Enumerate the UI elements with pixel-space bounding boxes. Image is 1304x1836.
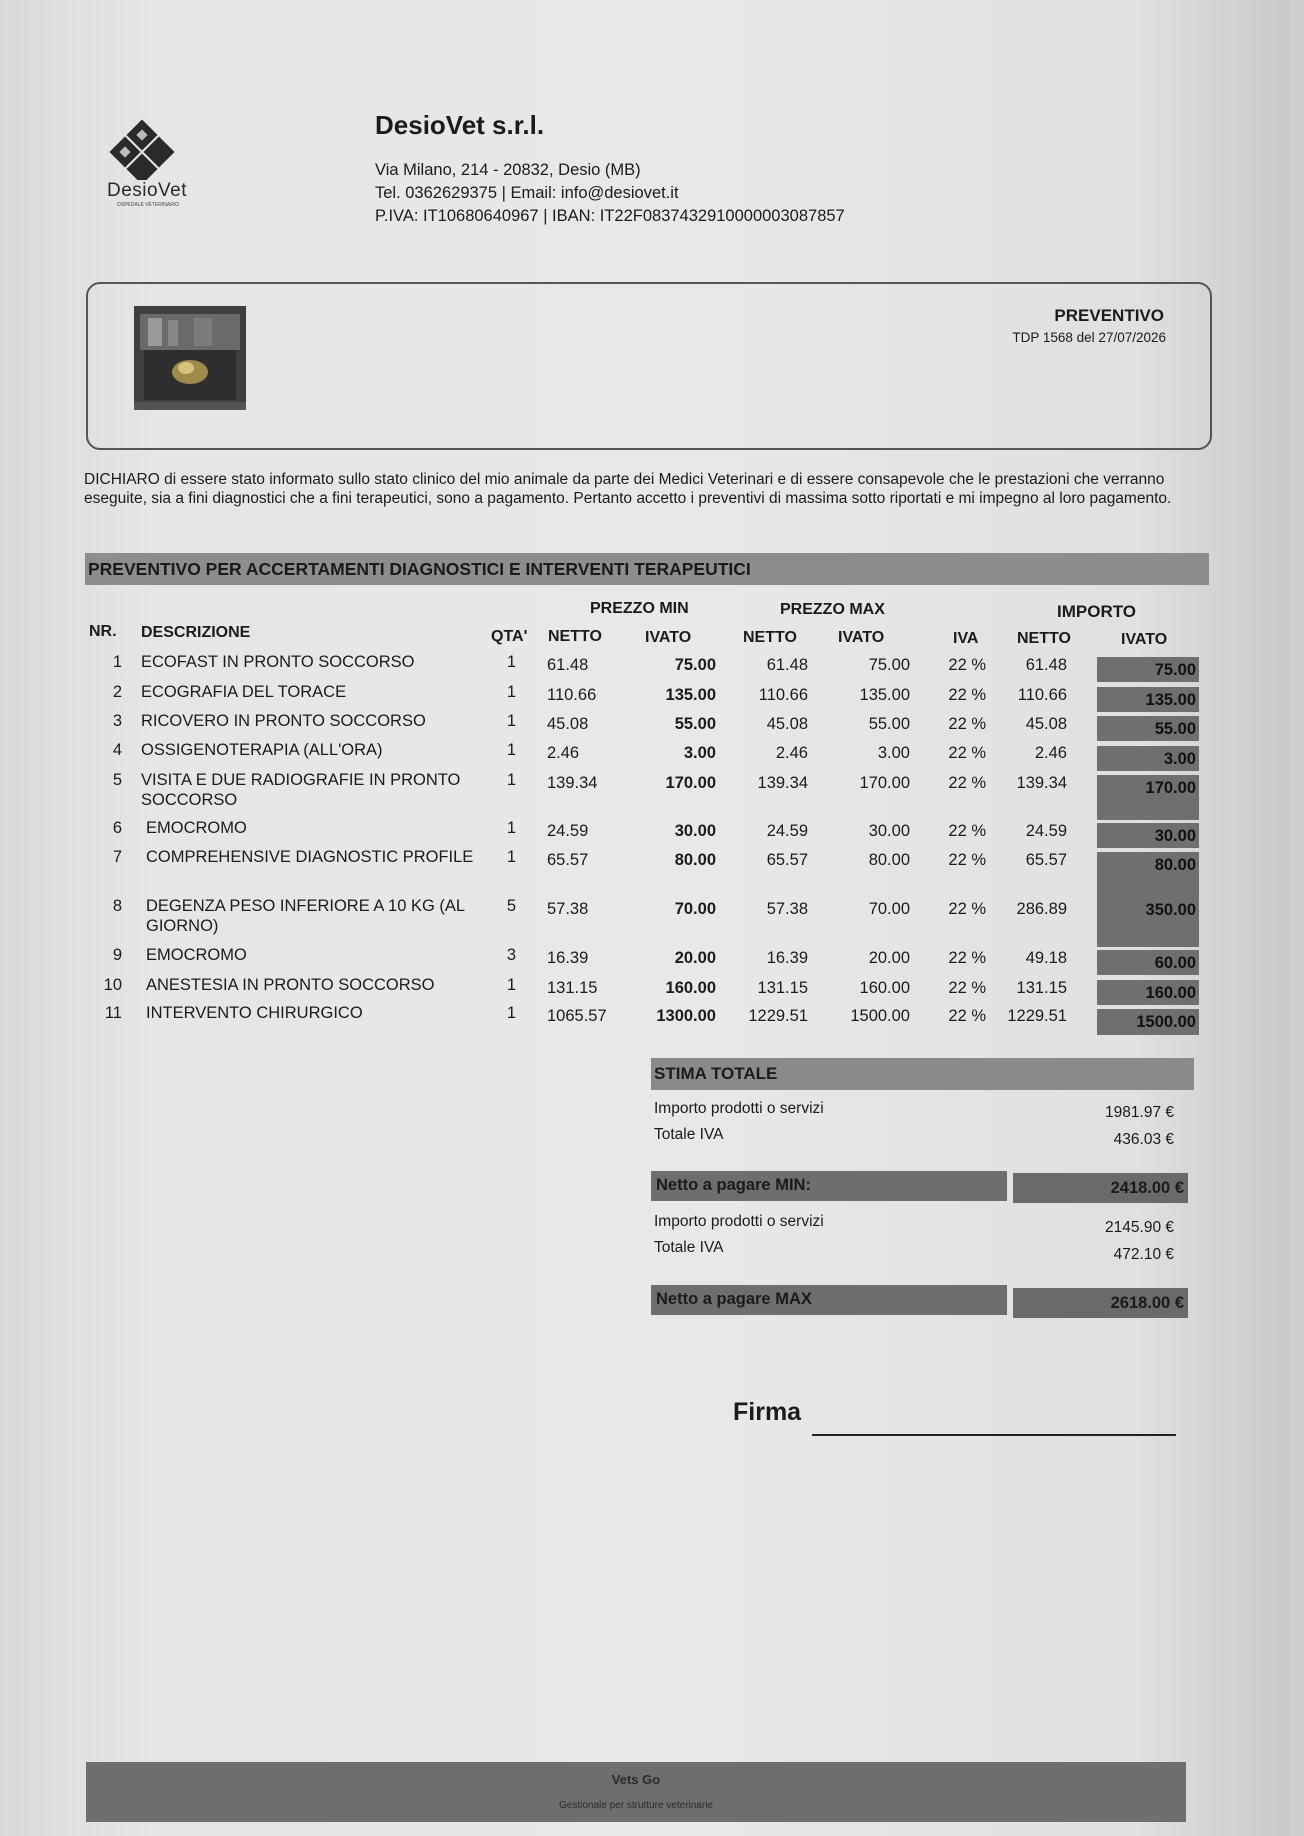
cell-qta: 1 [506,653,516,671]
cell-min-ivato: 20.00 [674,949,716,967]
min-importo-label: Importo prodotti o servizi [654,1100,824,1117]
cell-min-netto: 16.39 [547,949,589,967]
header-imp-ivato: IVATO [1121,631,1168,648]
cell-min-netto: 65.57 [547,851,589,869]
cell-imp-ivato: 75.00 [1097,657,1199,682]
cell-qta: 1 [506,976,516,994]
cell-imp-netto: 65.57 [1025,851,1067,869]
header-descrizione: DESCRIZIONE [141,624,251,641]
document-header-box [86,282,1212,450]
cell-max-ivato: 170.00 [859,774,910,792]
cell-imp-netto: 61.48 [1025,656,1067,674]
cell-nr: 7 [112,848,122,866]
section-title-bar: PREVENTIVO PER ACCERTAMENTI DIAGNOSTICI E INTERVENTI TERAPEUTICI [85,553,1209,585]
cell-iva: 22 % [948,949,986,967]
cell-qta: 1 [506,771,516,789]
header-max-ivato: IVATO [838,629,885,646]
cell-iva: 22 % [948,822,986,840]
cell-max-netto: 57.38 [766,900,808,918]
min-iva-value: 436.03 € [1113,1131,1174,1148]
cell-nr: 6 [112,819,122,837]
cell-max-ivato: 75.00 [868,656,910,674]
patient-photo [134,306,246,410]
cell-imp-netto: 45.08 [1025,715,1067,733]
company-tax-info: P.IVA: IT10680640967 | IBAN: IT22F0837432910000003087857 [375,207,845,225]
cell-imp-ivato: 60.00 [1097,950,1199,975]
cell-nr: 9 [112,946,122,964]
cell-descrizione: RICOVERO IN PRONTO SOCCORSO [141,712,426,730]
cell-descrizione: VISITA E DUE RADIOGRAFIE IN PRONTO SOCCORSO [141,771,461,809]
cell-min-ivato: 75.00 [674,656,716,674]
cell-min-ivato: 80.00 [674,851,716,869]
cell-imp-ivato: 350.00 [1097,897,1199,947]
cell-qta: 3 [506,946,516,964]
max-importo-value: 2145.90 € [1105,1219,1174,1236]
cell-qta: 5 [506,897,516,915]
max-iva-label: Totale IVA [654,1239,724,1256]
cell-qta: 1 [506,741,516,759]
cell-min-ivato: 1300.00 [656,1007,716,1025]
company-logo [92,118,202,218]
cell-max-netto: 131.15 [757,979,808,997]
footer-bar [86,1762,1186,1822]
document-type: PREVENTIVO [1054,306,1164,325]
cell-imp-ivato: 135.00 [1097,687,1199,712]
cell-max-ivato: 55.00 [868,715,910,733]
cell-nr: 8 [112,897,122,915]
cell-descrizione: COMPREHENSIVE DIAGNOSTIC PROFILE [146,848,474,866]
cell-imp-netto: 49.18 [1025,949,1067,967]
group-header-prezzo-min: PREZZO MIN [590,600,689,617]
cell-descrizione: ECOFAST IN PRONTO SOCCORSO [141,653,415,671]
cell-max-ivato: 80.00 [868,851,910,869]
cell-imp-netto: 1229.51 [1007,1007,1067,1025]
cell-max-netto: 65.57 [766,851,808,869]
company-contacts: Tel. 0362629375 | Email: info@desiovet.it [375,184,679,202]
cell-min-netto: 45.08 [547,715,589,733]
cell-iva: 22 % [948,900,986,918]
cell-min-ivato: 135.00 [665,686,716,704]
cell-min-ivato: 3.00 [683,744,716,762]
header-min-netto: NETTO [548,628,602,645]
cell-max-netto: 139.34 [757,774,808,792]
header-min-ivato: IVATO [645,629,692,646]
cell-max-netto: 1229.51 [748,1007,808,1025]
cell-iva: 22 % [948,686,986,704]
cell-min-netto: 1065.57 [547,1007,607,1025]
cell-iva: 22 % [948,715,986,733]
cell-iva: 22 % [948,744,986,762]
cell-max-ivato: 1500.00 [850,1007,910,1025]
min-importo-value: 1981.97 € [1105,1104,1174,1121]
netto-min-label: Netto a pagare MIN: [651,1171,1007,1201]
cell-min-netto: 139.34 [547,774,598,792]
cell-min-netto: 110.66 [547,686,597,704]
group-header-prezzo-max: PREZZO MAX [780,601,885,618]
header-imp-netto: NETTO [1017,630,1071,647]
footer-subtitle: Gestionale per strutture veterinarie [559,1800,713,1811]
cell-min-netto: 61.48 [547,656,589,674]
cell-max-netto: 110.66 [758,686,808,704]
cell-descrizione: ANESTESIA IN PRONTO SOCCORSO [146,976,435,994]
logo-wordmark: DesioVet [106,180,188,201]
cell-min-netto: 57.38 [547,900,589,918]
cell-max-netto: 61.48 [766,656,808,674]
cell-descrizione: INTERVENTO CHIRURGICO [146,1004,363,1022]
cell-max-ivato: 20.00 [868,949,910,967]
cell-imp-netto: 24.59 [1025,822,1067,840]
cell-max-ivato: 160.00 [859,979,910,997]
cell-iva: 22 % [948,774,986,792]
cell-max-ivato: 135.00 [859,686,910,704]
cell-imp-netto: 139.34 [1016,774,1067,792]
netto-max-label: Netto a pagare MAX [651,1285,1007,1315]
cell-qta: 1 [506,1004,516,1022]
cell-max-netto: 2.46 [775,744,808,762]
header-iva: IVA [953,630,979,647]
cell-descrizione: EMOCROMO [146,819,247,837]
cell-max-ivato: 70.00 [868,900,910,918]
cell-nr: 11 [104,1004,122,1022]
cell-imp-ivato: 3.00 [1097,746,1199,771]
company-name: DesioVet s.r.l. [375,110,545,140]
cell-descrizione: DEGENZA PESO INFERIORE A 10 KG (AL GIORNO) [146,897,465,935]
cell-imp-ivato: 30.00 [1097,823,1199,848]
cell-max-netto: 24.59 [766,822,808,840]
cell-min-netto: 24.59 [547,822,589,840]
diamond-logo-icon [92,118,202,180]
cell-descrizione: OSSIGENOTERAPIA (ALL'ORA) [141,741,383,759]
cell-max-netto: 16.39 [766,949,808,967]
cell-min-netto: 2.46 [547,744,580,762]
group-header-importo: IMPORTO [1057,602,1137,621]
company-address: Via Milano, 214 - 20832, Desio (MB) [375,161,641,179]
cell-min-netto: 131.15 [547,979,598,997]
cell-min-ivato: 70.00 [674,900,716,918]
logo-subtext: OSPEDALE VETERINARIO [116,202,180,208]
cell-min-ivato: 30.00 [674,822,716,840]
cell-min-ivato: 55.00 [674,715,716,733]
cell-descrizione: EMOCROMO [146,946,247,964]
cell-nr: 10 [103,976,122,994]
cell-min-ivato: 170.00 [665,774,716,792]
cell-iva: 22 % [948,979,986,997]
cell-descrizione: ECOGRAFIA DEL TORACE [141,683,347,701]
cell-imp-ivato: 80.00 [1097,852,1199,897]
max-iva-value: 472.10 € [1113,1246,1174,1263]
cell-max-ivato: 3.00 [877,744,910,762]
footer-title: Vets Go [611,1772,661,1787]
document-reference: TDP 1568 del 27/07/2026 [1012,330,1166,345]
netto-max-value: 2618.00 € [1013,1288,1188,1318]
header-qta: QTA' [491,628,528,645]
cell-imp-netto: 110.66 [1017,686,1067,704]
cell-qta: 1 [506,683,516,701]
cell-imp-netto: 131.15 [1016,979,1067,997]
header-max-netto: NETTO [743,629,797,646]
cell-iva: 22 % [948,851,986,869]
cell-nr: 3 [112,712,122,730]
min-iva-label: Totale IVA [654,1126,724,1143]
cell-max-ivato: 30.00 [868,822,910,840]
cell-iva: 22 % [948,656,986,674]
cell-imp-netto: 286.89 [1016,900,1067,918]
max-importo-label: Importo prodotti o servizi [654,1213,824,1230]
cell-qta: 1 [506,819,516,837]
cell-imp-ivato: 55.00 [1097,716,1199,741]
cell-imp-ivato: 160.00 [1097,980,1199,1005]
cell-qta: 1 [506,848,516,866]
cell-nr: 5 [112,771,122,789]
cell-imp-ivato: 170.00 [1097,775,1199,820]
signature-line [812,1434,1176,1436]
cell-iva: 22 % [948,1007,986,1025]
signature-label: Firma [733,1398,802,1426]
cell-qta: 1 [506,712,516,730]
cell-nr: 1 [112,653,122,671]
cell-min-ivato: 160.00 [665,979,716,997]
cell-imp-ivato: 1500.00 [1097,1009,1199,1035]
summary-title-bar: STIMA TOTALE [651,1058,1194,1090]
header-nr: NR. [89,623,117,640]
declaration-text: DICHIARO di essere stato informato sullo stato clinico del mio animale da parte dei Medici Veterinari e di essere consapevole che le prestazioni che verranno eseguite, sia a fini diagnostici che a fini terapeutici, sono a pagamento. Pertanto accetto i preventivi di massima sotto riportati e mi impegno al loro pagamento. [84,471,1172,507]
cell-imp-netto: 2.46 [1034,744,1067,762]
netto-min-value: 2418.00 € [1013,1173,1188,1203]
cell-nr: 2 [112,683,122,701]
cell-nr: 4 [112,741,122,759]
cell-max-netto: 45.08 [766,715,808,733]
